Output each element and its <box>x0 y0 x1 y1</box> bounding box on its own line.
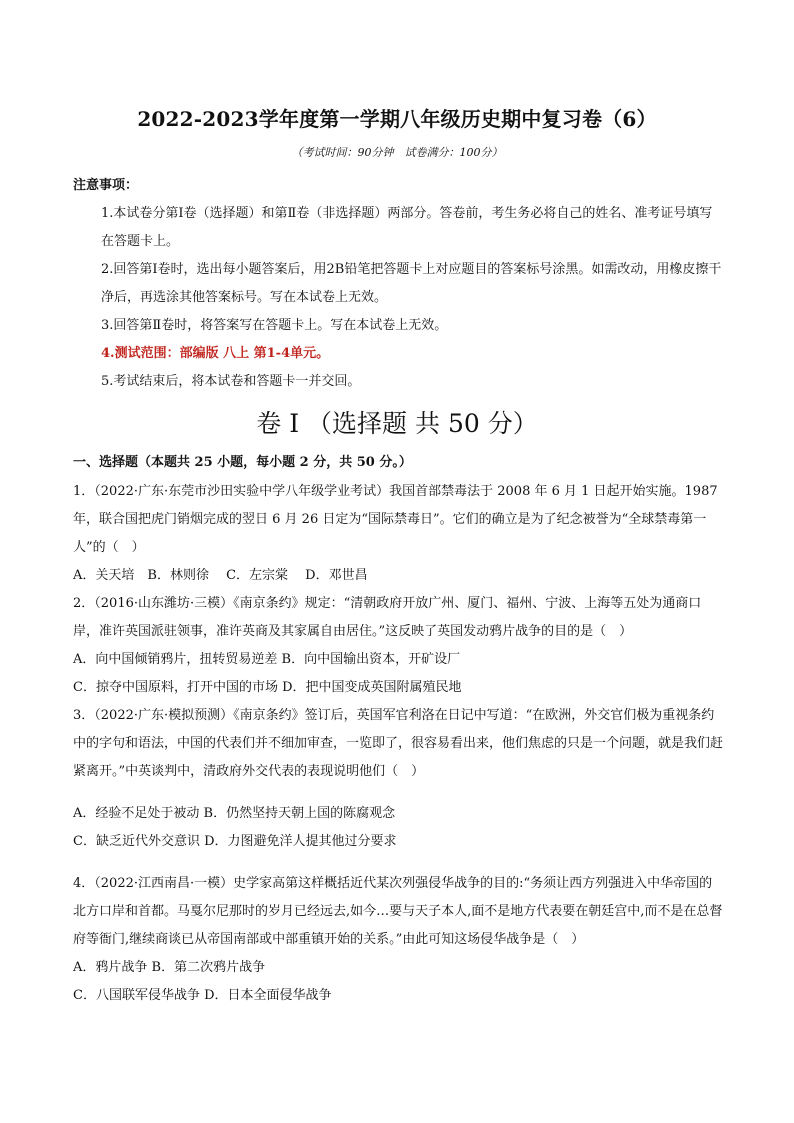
notice-heading: 注意事项： <box>73 178 139 193</box>
option-line: C．缺乏近代外交意识 D．力图避免洋人提其他过分要求 <box>73 834 397 849</box>
option-line: C．掠夺中国原料，打开中国的市场 D．把中国变成英国附属殖民地 <box>73 680 462 695</box>
option-line: C．八国联军侵华战争 D．日本全面侵华战争 <box>73 988 332 1003</box>
section-title: 卷 I （选择题 共 50 分） <box>256 409 538 438</box>
option-line: A．鸦片战争 B．第二次鸦片战争 <box>73 960 266 975</box>
notice-item-4 <box>73 340 723 368</box>
question-3: 3．（2022·广东·模拟预测）《南京条约》签订后，英国军官利洛在日记中写道：“在欧洲，外交官们极为重视条约中的字句和语法，中国的代表们并不细加审查，一览即了，很容易看出来，他们焦虑的只是一个问题，就是我们赶紧离开。”中英谈判中，清政府外交代表的表现说明他们（ ） <box>73 708 724 779</box>
part-heading: 一、选择题（本题共 25 小题，每小题 2 分，共 50 分。） <box>73 455 412 470</box>
notice-item-2: 2.回答第Ⅰ卷时，选出每小题答案后，用2B铅笔把答题卡上对应题目的答案标号涂黑。如需改动，用橡皮擦干净后，再选涂其他答案标号。写在本试卷上无效。 <box>101 262 722 305</box>
notice-item-1: 1.本试卷分第Ⅰ卷（选择题）和第Ⅱ卷（非选择题）两部分。答卷前，考生务必将自己的姓名、准考证号填写在答题卡上。 <box>101 206 713 249</box>
question-2-options <box>73 646 723 702</box>
page-title: 2022-2023学年度第一学期八年级历史期中复习卷（6） <box>137 107 657 131</box>
option-line: A．向中国倾销鸦片，扭转贸易逆差 B．向中国输出资本，开矿设厂 <box>73 652 461 667</box>
notice-item-3: 3.回答第Ⅱ卷时，将答案写在答题卡上。写在本试卷上无效。 <box>101 318 448 333</box>
option-line: A．经验不足处于被动 B．仍然坚持天朝上国的陈腐观念 <box>73 806 396 821</box>
option-line: A．关天培 B．林则徐 C．左宗棠 D．邓世昌 <box>73 568 368 583</box>
notice-item-5: 5.考试结束后，将本试卷和答题卡一并交回。 <box>101 374 361 389</box>
question-3-options <box>73 800 723 856</box>
question-4: 4．（2022·江西南昌·一模）史学家高第这样概括近代某次列强侵华战争的目的:“务须让西方列强进入中华帝国的北方口岸和首都。马戛尔尼那时的岁月已经远去,如今…要与天子本人,面不是地方代表要在朝廷宫中,而不是在总督府等衙门,继续商谈已从帝国南部或中部重镇开始的关系。”由此可知这场侵华战争是（ ） <box>73 876 723 947</box>
question-1: 1．（2022·广东·东莞市沙田实验中学八年级学业考试）我国首部禁毒法于 2008 年 6 月 1 日起开始实施。1987 年，联合国把虎门销烟完成的翌日 6 月 26 日定为“国际禁毒日”。它们的确立是为了纪念被誉为“全球禁毒第一人”的（ ） <box>73 484 718 555</box>
exam-info: （考试时间：90分钟 试卷满分：100分） <box>291 146 503 159</box>
question-4-options <box>73 954 723 1010</box>
question-1-options <box>73 562 723 590</box>
test-scope: 4.测试范围：部编版 八上 第1-4单元。 <box>101 346 330 361</box>
question-2: 2．（2016·山东潍坊·三模）《南京条约》规定：“清朝政府开放广州、厦门、福州、宁波、上海等五处为通商口岸，准许英国派驻领事，准许英商及其家属自由居住。”这反映了英国发动鸦片战争的目的是（ ） <box>73 596 702 639</box>
